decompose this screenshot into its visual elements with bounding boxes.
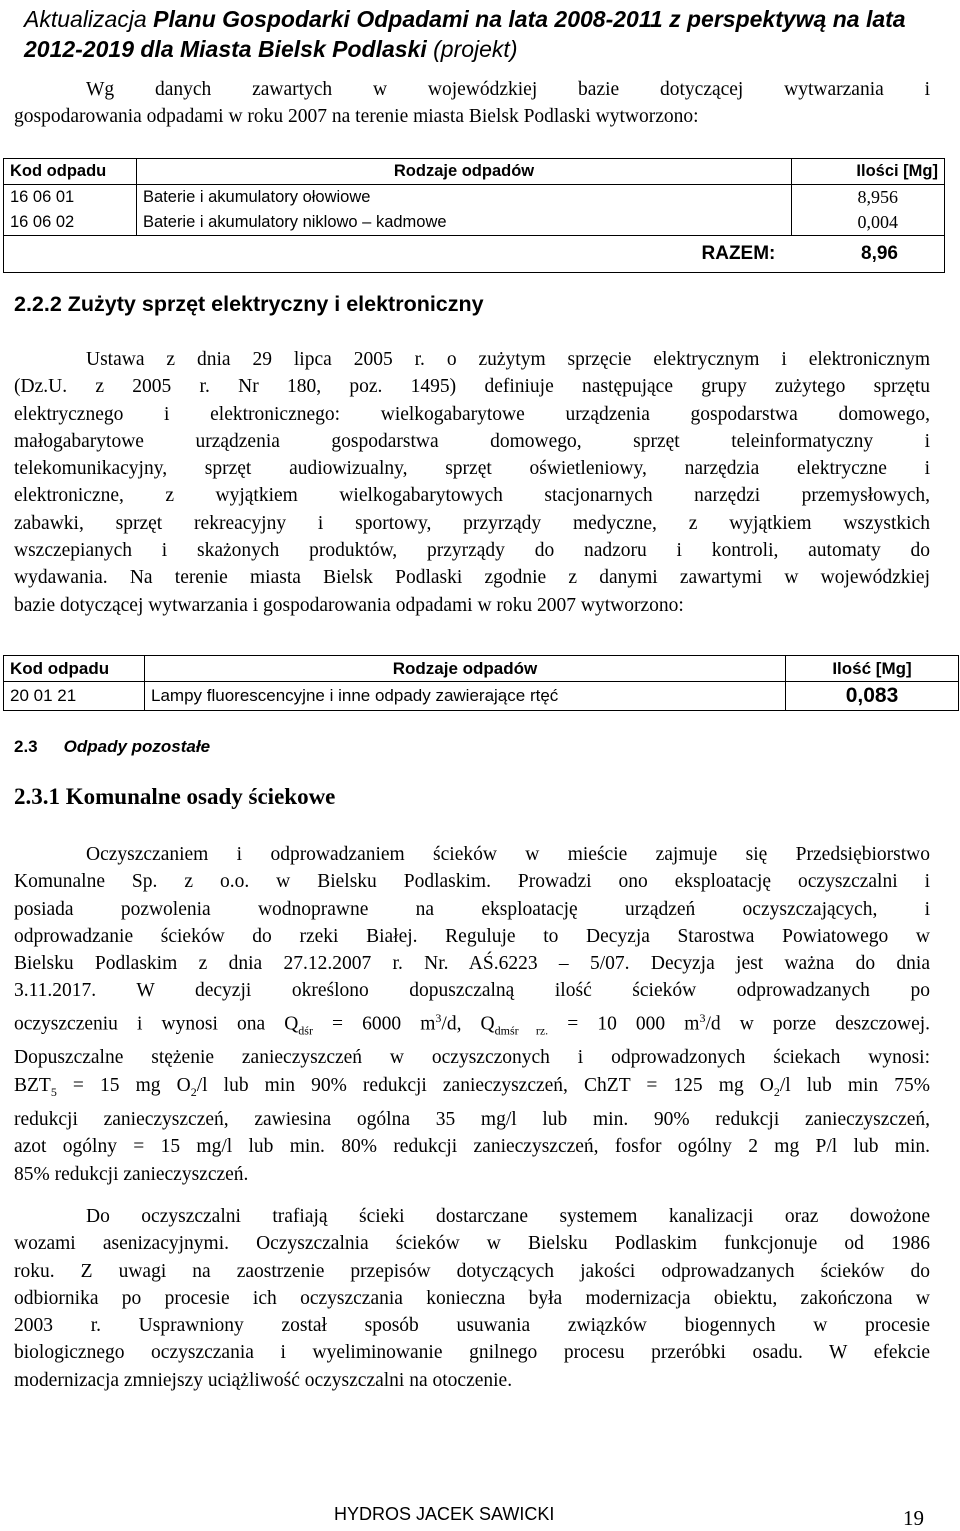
paragraph-line: Bielsku Podlaskim z dnia 27.12.2007 r. Nr. AŚ.6223 – 5/07. Decyzja jest ważna do dnia bbox=[14, 953, 930, 975]
paragraph-line: biologicznego oczyszczania i wyeliminowanie gnilnego procesu przeróbki osadu. W efekcie bbox=[14, 1342, 930, 1364]
cell-code: 16 06 02 bbox=[4, 210, 137, 236]
paragraph-line: elektroniczne, z wyjątkiem wielkogabarytowych stacjonarnych narzędzi przemysłowych, bbox=[14, 485, 930, 507]
paragraph-line: bazie dotyczącej wytwarzania i gospodarowania odpadami w roku 2007 wytworzono: bbox=[14, 594, 684, 616]
section-2-2-2-paragraph bbox=[14, 346, 930, 619]
header-title: Planu Gospodarki Odpadami na lata 2008-2011 z perspektywą na lata 2012-2019 dla Miasta Bielsk Podlaski bbox=[24, 6, 906, 62]
cell-type: Lampy fluorescencyjne i inne odpady zawierające rtęć bbox=[145, 682, 786, 711]
section-heading-2-3-1: 2.3.1 Komunalne osady ściekowe bbox=[14, 784, 336, 809]
paragraph-line: 2003 r. Usprawniony został sposób usuwania związków biogennych w procesie bbox=[14, 1315, 930, 1337]
paragraph-line: Komunalne Sp. z o.o. w Bielsku Podlaskim. Prowadzi ono eksploatację oczyszczalni i bbox=[14, 871, 930, 893]
total-label: RAZEM: bbox=[701, 243, 776, 264]
col-header-code: Kod odpadu bbox=[4, 159, 137, 185]
paragraph-line: małogabarytowe urządzenia gospodarstwa domowego, sprzęt teleinformatyczny i bbox=[14, 430, 930, 452]
paragraph-line: odbiornika po procesie ich oczyszczania konieczna była modernizacja obiektu, zakończona w bbox=[14, 1287, 930, 1309]
section-heading-2-2-2: 2.2.2 Zużyty sprzęt elektryczny i elektroniczny bbox=[14, 292, 484, 316]
table-total-row bbox=[4, 236, 945, 273]
waste-table-batteries bbox=[3, 158, 945, 273]
document-header bbox=[24, 4, 936, 64]
paragraph-line: zabawki, sprzęt rekreacyjny i sportowy, przyrządy medyczne, z wyjątkiem wszystkich bbox=[14, 512, 930, 534]
paragraph-line: (Dz.U. z 2005 r. Nr 180, poz. 1495) definiuje następujące grupy zużytego sprzętu bbox=[14, 376, 930, 398]
paragraph-line: redukcji zanieczyszczeń, zawiesina ogólna 35 mg/l lub min. 90% redukcji zanieczyszczeń, bbox=[14, 1108, 930, 1130]
paragraph-line: telekomunikacyjny, sprzęt audiowizualny, sprzęt oświetleniowy, narzędzia elektryczne i bbox=[14, 458, 930, 480]
treatment-plant-paragraph bbox=[14, 1203, 930, 1394]
table-header-row bbox=[4, 159, 945, 185]
paragraph-line: wydawania. Na terenie miasta Bielsk Podlaski zgodnie z danymi zawartymi w wojewódzkiej bbox=[14, 567, 930, 589]
intro-line: Wg danych zawartych w wojewódzkiej bazie dotyczącej wytwarzania i bbox=[86, 79, 930, 100]
paragraph-line: wszczepianych i skażonych produktów, przyrządy do nadzoru i kontroli, automaty do bbox=[14, 540, 930, 562]
cell-qty: 8,956 bbox=[792, 185, 945, 211]
paragraph-line: Do oczyszczalni trafiają ścieki dostarczane systemem kanalizacji oraz dowożone bbox=[86, 1206, 930, 1227]
header-prefix: Aktualizacja bbox=[24, 6, 154, 32]
table-header-row bbox=[4, 656, 959, 682]
paragraph-line: 85% redukcji zanieczyszczeń. bbox=[14, 1163, 249, 1185]
sewage-paragraph bbox=[14, 841, 930, 1188]
col-header-code: Kod odpadu bbox=[4, 656, 145, 682]
paragraph-line: azot ogólny = 15 mg/l lub min. 80% redukcji zanieczyszczeń, fosfor ogólny 2 mg P/l lub min. bbox=[14, 1136, 930, 1158]
cell-code: 16 06 01 bbox=[4, 185, 137, 211]
cell-type: Baterie i akumulatory ołowiowe bbox=[137, 185, 792, 211]
total-value: 8,96 bbox=[861, 243, 898, 264]
page-number: 19 bbox=[903, 1506, 924, 1530]
waste-table-lamps bbox=[3, 655, 959, 711]
paragraph-line: roku. Z uwagi na zaostrzenie przepisów dotyczących jakości odprowadzanych ścieków do bbox=[14, 1260, 930, 1282]
header-suffix: (projekt) bbox=[426, 36, 518, 62]
footer-company: HYDROS JACEK SAWICKI bbox=[334, 1504, 555, 1524]
paragraph-line: elektrycznego i elektronicznego: wielkogabarytowe urządzenia gospodarstwa domowego, bbox=[14, 403, 930, 425]
paragraph-line-flow: oczyszczeniu i wynosi ona $Q_{dśr} = 6000$ $m^3/d$, $Q_{dmśr rz.} = 10$ 000 $m^3/d$ w porze deszczowej. bbox=[14, 1010, 931, 1038]
cell-code: 20 01 21 bbox=[4, 682, 145, 711]
col-header-qty: Ilości [Mg] bbox=[792, 159, 945, 185]
cell-qty: 0,083 bbox=[786, 682, 959, 711]
cell-qty: 0,004 bbox=[792, 210, 945, 236]
paragraph-line: odprowadzanie ścieków do rzeki Białej. Reguluje to Decyzja Starostwa Powiatowego w bbox=[14, 925, 930, 947]
paragraph-line-bzt: $BZT_5 = 15$ mg $O_2/l$ lub min 90% redukcji zanieczyszczeń, ChZT = 125 mg $O_2/l$ lub min 75% bbox=[14, 1074, 930, 1099]
table-row bbox=[4, 210, 945, 236]
paragraph-line: modernizacja zmniejszy uciążliwość oczyszczalni na otoczenie. bbox=[14, 1369, 513, 1391]
section-heading-2-3: 2.3 Odpady pozostałe bbox=[14, 737, 211, 756]
paragraph-line: posiada pozwolenia wodnoprawne na eksploatację urządzeń oczyszczających, i bbox=[14, 898, 930, 920]
intro-paragraph bbox=[14, 76, 930, 131]
col-header-type: Rodzaje odpadów bbox=[137, 159, 792, 185]
intro-line: gospodarowania odpadami w roku 2007 na terenie miasta Bielsk Podlaski wytworzono: bbox=[14, 106, 699, 128]
table-row bbox=[4, 185, 945, 211]
col-header-type: Rodzaje odpadów bbox=[145, 656, 786, 682]
paragraph-line: Oczyszczaniem i odprowadzaniem ścieków w mieście zajmuje się Przedsiębiorstwo bbox=[86, 844, 930, 865]
paragraph-line: Ustawa z dnia 29 lipca 2005 r. o zużytym sprzęcie elektrycznym i elektronicznym bbox=[86, 349, 930, 370]
table-row bbox=[4, 682, 959, 711]
paragraph-line: Dopuszczalne stężenie zanieczyszczeń w oczyszczonych i odprowadzonych ściekach wynosi: bbox=[14, 1047, 930, 1069]
cell-type: Baterie i akumulatory niklowo – kadmowe bbox=[137, 210, 792, 236]
paragraph-line: wozami asenizacyjnymi. Oczyszczalnia ścieków w Bielsku Podlaskim funkcjonuje od 1986 bbox=[14, 1233, 930, 1255]
col-header-qty: Ilość [Mg] bbox=[786, 656, 959, 682]
paragraph-line: 3.11.2017. W decyzji określono dopuszczalną ilość ścieków odprowadzanych po bbox=[14, 980, 930, 1002]
